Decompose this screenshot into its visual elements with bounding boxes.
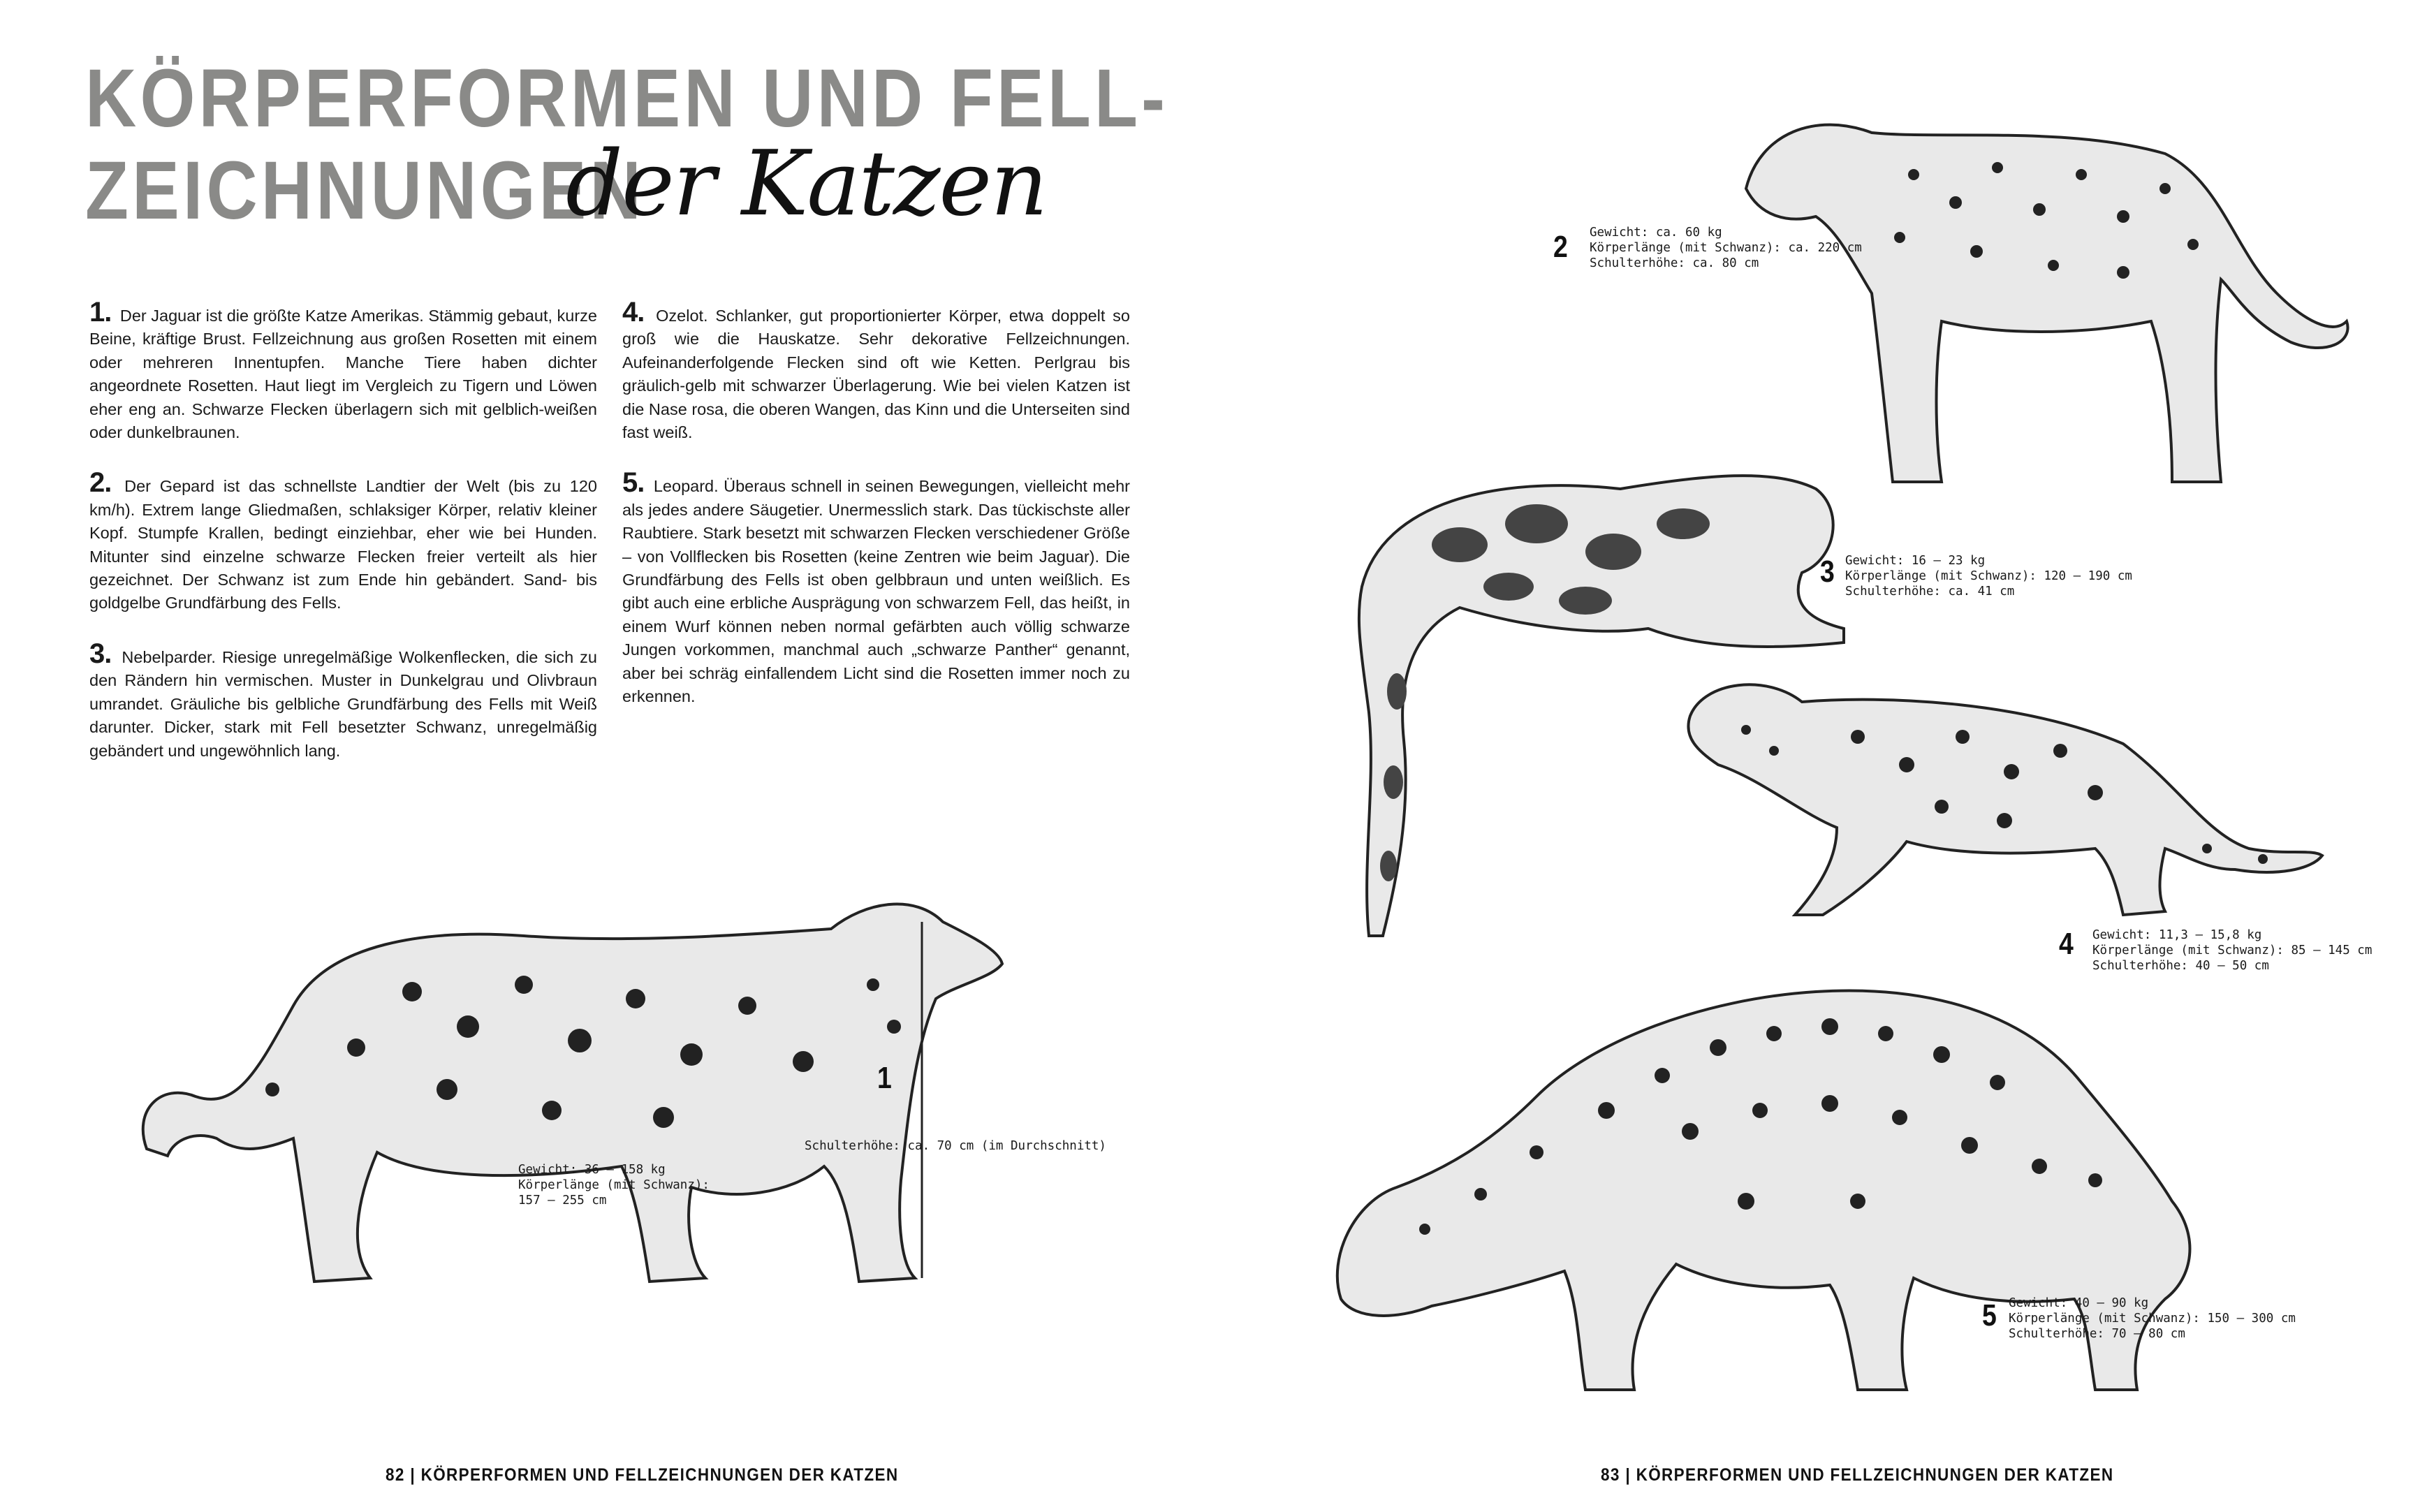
text-column-right xyxy=(622,297,1130,737)
paragraph-4 xyxy=(622,297,1130,444)
paragraph-1 xyxy=(89,297,597,444)
page-number-left: 82 xyxy=(386,1465,405,1485)
ocelot-illustration xyxy=(1676,674,2326,925)
paragraph-number: 4. xyxy=(622,297,645,328)
paragraph-text: Der Gepard ist das schnellste Landtier der Welt (bis zu 120 km/h). Extrem lange Gliedmaßen, schlaksiger Körper, relativ kleiner Kopf. Stumpfe Krallen, bedingt einziehbar, eher wie bei Hunden. Mitunter sind einzelne schwarze Flecken freier verteilt als hier gezeichnet. Der Schwanz ist zum Ende hin gebändert. Sand- bis goldgelbe Grundfärbung des Fells. xyxy=(89,477,597,612)
paragraph-number: 2. xyxy=(89,467,112,499)
figure-number-3: 3 xyxy=(1820,555,1835,589)
figure-1-shoulder-label: Schulterhöhe: ca. 70 cm (im Durchschnitt) xyxy=(805,1139,1106,1153)
paragraph-text: Ozelot. Schlanker, gut proportionierter Körper, etwa doppelt so groß wie die Hauskatze. Sehr dekorative Fellzeichnungen. Aufeinanderfolgende Flecken sind oft wie Ketten. Perlgrau bis gräulich-gelb mit schwarzer Überlagerung. Wie bei vielen Katzen ist die Nase rosa, die oberen Wangen, das Kinn und die Unterseiten sind fast weiß. xyxy=(622,307,1130,442)
paragraph-text: Nebelparder. Riesige unregelmäßige Wolkenflecken, die sich zu den Rändern hin vermischen. Muster in Dunkelgrau und Olivbraun umrandet. Gräuliche bis gelbliche Grundfärbung des Fells mit Weiß darunter. Dicker, stark mit Fell besetzter Schwanz, unregelmäßig gebändert und ungewöhnlich lang. xyxy=(89,647,597,760)
figure-number-4: 4 xyxy=(2059,927,2074,961)
footer-text-right: KÖRPERFORMEN UND FELLZEICHNUNGEN DER KATZEN xyxy=(1636,1465,2114,1485)
text-column-left xyxy=(89,297,597,791)
footer-separator: | xyxy=(410,1465,416,1485)
figure-number-2: 2 xyxy=(1553,230,1568,264)
paragraph-text: Der Jaguar ist die größte Katze Amerikas. Stämmig gebaut, kurze Beine, kräftige Brust. Fellzeichnung aus großen Rosetten mit einem oder mehreren Innentupfen. Manche Tiere haben dichter angeordnete Rosetten. Haut liegt im Vergleich zu Tigern und Löwen eher eng an. Schwarze Flecken überlagern sich mit gelblich-weißen oder dunkelbraunen. xyxy=(89,307,597,442)
page-title-line-1: KÖRPERFORMEN UND FELL- xyxy=(85,52,1169,145)
paragraph-number: 3. xyxy=(89,638,112,669)
paragraph-2 xyxy=(89,467,597,615)
figure-3-stats: Gewicht: 16 – 23 kg Körperlänge (mit Schwanz): 120 – 190 cm Schulterhöhe: ca. 41 cm xyxy=(1845,554,2132,599)
figure-number-5: 5 xyxy=(1982,1298,1997,1333)
footer-right xyxy=(1601,1465,2113,1485)
ocelot-drawing xyxy=(1676,674,2326,925)
cheetah-illustration xyxy=(1732,70,2361,489)
paragraph-5 xyxy=(622,467,1130,708)
footer-separator: | xyxy=(1625,1465,1631,1485)
figure-4-stats: Gewicht: 11,3 – 15,8 kg Körperlänge (mit Schwanz): 85 – 145 cm Schulterhöhe: 40 – 50 cm xyxy=(2092,928,2373,973)
paragraph-text: Leopard. Überaus schnell in seinen Bewegungen, vielleicht mehr als jedes andere Säugetier. Unermesslich stark. Das tückischste aller Raubtiere. Stark besetzt mit schwarzen Flecken verschiedener Größe – von Vollflecken bis Rosetten (keine Zentren wie beim Jaguar). Die Grundfärbung des Fells ist oben gelbbraun und unten weißlich. Es gibt auch eine erbliche Ausprägung von schwarzem Fell, das heißt, in einem Wurf können neben normal gefärbten auch völlig schwarze Jungen vorkommen, manchmal auch „schwarze Panther“ genannt, aber bei schräg einfallendem Licht sind die Rosetten immer noch zu erkennen. xyxy=(622,477,1130,706)
figure-5-stats: Gewicht: 40 – 90 kg Körperlänge (mit Schwanz): 150 – 300 cm Schulterhöhe: 70 – 80 cm xyxy=(2009,1296,2296,1341)
footer-left xyxy=(386,1465,898,1485)
paragraph-3 xyxy=(89,638,597,763)
figure-number-1: 1 xyxy=(877,1061,892,1095)
figure-1-stats: Gewicht: 36 – 158 kg Körperlänge (mit Schwanz): 157 – 255 cm xyxy=(518,1163,710,1208)
figure-2-stats: Gewicht: ca. 60 kg Körperlänge (mit Schwanz): ca. 220 cm Schulterhöhe: ca. 80 cm xyxy=(1590,226,1862,270)
paragraph-number: 1. xyxy=(89,297,112,328)
page-number-right: 83 xyxy=(1601,1465,1620,1485)
cheetah-drawing xyxy=(1732,70,2361,489)
paragraph-number: 5. xyxy=(622,467,645,499)
jaguar-drawing xyxy=(133,887,1041,1306)
jaguar-illustration xyxy=(133,887,1041,1306)
page-title-line-2: ZEICHNUNGEN xyxy=(85,145,645,237)
footer-text-left: KÖRPERFORMEN UND FELLZEICHNUNGEN DER KATZEN xyxy=(420,1465,899,1485)
page-title-script: der Katzen xyxy=(566,132,1047,236)
